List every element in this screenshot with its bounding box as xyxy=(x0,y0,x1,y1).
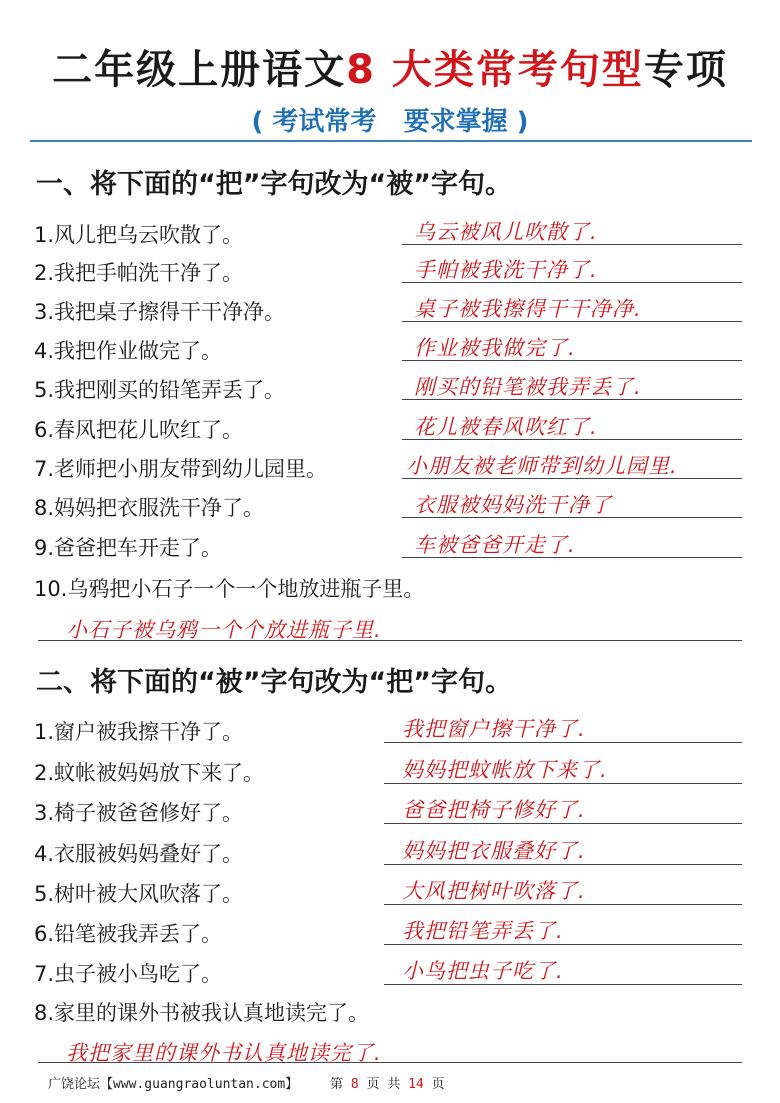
title-part1: 二年级上册语文 xyxy=(52,47,347,93)
s2-answer-line-2 xyxy=(384,783,742,784)
s2-question-5: 5.树叶被大风吹落了。 xyxy=(34,882,244,906)
s2-answer-7: 小鸟把虫子吃了. xyxy=(402,959,564,983)
s2-answer-line-7 xyxy=(384,984,742,985)
s1-answer-1: 乌云被风儿吹散了. xyxy=(414,220,598,244)
s1-answer-2: 手帕被我洗干净了. xyxy=(414,258,598,282)
s1-answer-line-4 xyxy=(402,360,742,361)
s2-answer-line-6 xyxy=(384,944,742,945)
s2-question-4: 4.衣服被妈妈叠好了。 xyxy=(34,842,244,866)
page-suffix: 页 xyxy=(431,1077,445,1092)
page-subtitle: ( 考试常考 要求掌握 ) xyxy=(251,107,529,137)
s1-answer-line-8 xyxy=(402,517,742,518)
total-pages: 14 xyxy=(408,1077,424,1092)
s2-question-8: 8.家里的课外书被我认真地读完了。 xyxy=(34,1001,370,1025)
s1-answer-3: 桌子被我擦得干干净净. xyxy=(414,297,642,321)
s1-answer-line-6 xyxy=(402,439,742,440)
s2-answer-4: 妈妈把衣服叠好了. xyxy=(402,839,586,863)
s2-answer-line-8 xyxy=(38,1062,742,1063)
s2-answer-6: 我把铅笔弄丢了. xyxy=(402,919,564,943)
s1-question-2: 2.我把手帕洗干净了。 xyxy=(34,261,244,285)
s1-answer-line-9 xyxy=(402,557,742,558)
s1-answer-7: 小朋友被老师带到幼儿园里. xyxy=(406,454,678,478)
s2-answer-line-1 xyxy=(384,742,742,743)
s1-question-5: 5.我把刚买的铅笔弄丢了。 xyxy=(34,378,286,402)
s1-question-6: 6.春风把花儿吹红了。 xyxy=(34,418,244,442)
page-title xyxy=(0,38,780,95)
page-number xyxy=(330,1073,445,1092)
section2-heading: 二、将下面的“被”字句改为“把”字句。 xyxy=(36,667,512,698)
s1-question-8: 8.妈妈把衣服洗干净了。 xyxy=(34,496,265,520)
s1-answer-line-1 xyxy=(402,244,742,245)
s2-answer-3: 爸爸把椅子修好了. xyxy=(402,798,586,822)
s2-question-2: 2.蚊帐被妈妈放下来了。 xyxy=(34,761,265,785)
footer-source: 广饶论坛【www.guangraoluntan.com】 xyxy=(48,1077,299,1092)
s2-answer-8: 我把家里的课外书认真地读完了. xyxy=(66,1041,382,1065)
s1-question-10: 10.乌鸦把小石子一个一个地放进瓶子里。 xyxy=(34,577,425,601)
page-prefix: 第 xyxy=(330,1077,344,1092)
s1-answer-9: 车被爸爸开走了. xyxy=(414,533,576,557)
title-part2: 8 大类常考句型 xyxy=(346,47,644,93)
s1-answer-8: 衣服被妈妈洗干净了 xyxy=(414,493,612,517)
s2-question-3: 3.椅子被爸爸修好了。 xyxy=(34,801,244,825)
s1-answer-4: 作业被我做完了. xyxy=(414,336,576,360)
page-mid: 页 共 xyxy=(366,1077,401,1092)
s2-answer-line-3 xyxy=(384,823,742,824)
s1-answer-10: 小石子被乌鸦一个个放进瓶子里. xyxy=(66,618,382,642)
s1-answer-5: 刚买的铅笔被我弄丢了. xyxy=(414,375,642,399)
s1-question-7: 7.老师把小朋友带到幼儿园里。 xyxy=(34,457,328,481)
s2-answer-1: 我把窗户擦干净了. xyxy=(402,717,586,741)
section1-heading: 一、将下面的“把”字句改为“被”字句。 xyxy=(36,169,512,200)
s1-answer-line-7 xyxy=(402,478,742,479)
s2-answer-2: 妈妈把蚊帐放下来了. xyxy=(402,758,608,782)
s1-question-9: 9.爸爸把车开走了。 xyxy=(34,536,223,560)
s2-answer-line-4 xyxy=(384,864,742,865)
s2-question-1: 1.窗户被我擦干净了。 xyxy=(34,720,244,744)
s2-question-6: 6.铅笔被我弄丢了。 xyxy=(34,922,223,946)
s1-answer-line-10 xyxy=(38,640,742,641)
s1-question-4: 4.我把作业做完了。 xyxy=(34,339,223,363)
s1-answer-6: 花儿被春风吹红了. xyxy=(414,415,598,439)
title-divider xyxy=(30,140,752,142)
s1-answer-line-3 xyxy=(402,321,742,322)
s2-answer-line-5 xyxy=(384,904,742,905)
s1-question-3: 3.我把桌子擦得干干净净。 xyxy=(34,300,286,324)
current-page: 8 xyxy=(350,1077,359,1092)
s1-answer-line-5 xyxy=(402,399,742,400)
title-part3: 专项 xyxy=(643,47,728,93)
s1-question-1: 1.风儿把乌云吹散了。 xyxy=(34,223,244,247)
s2-question-7: 7.虫子被小鸟吃了。 xyxy=(34,962,223,986)
s2-answer-5: 大风把树叶吹落了. xyxy=(402,879,586,903)
s1-answer-line-2 xyxy=(402,282,742,283)
